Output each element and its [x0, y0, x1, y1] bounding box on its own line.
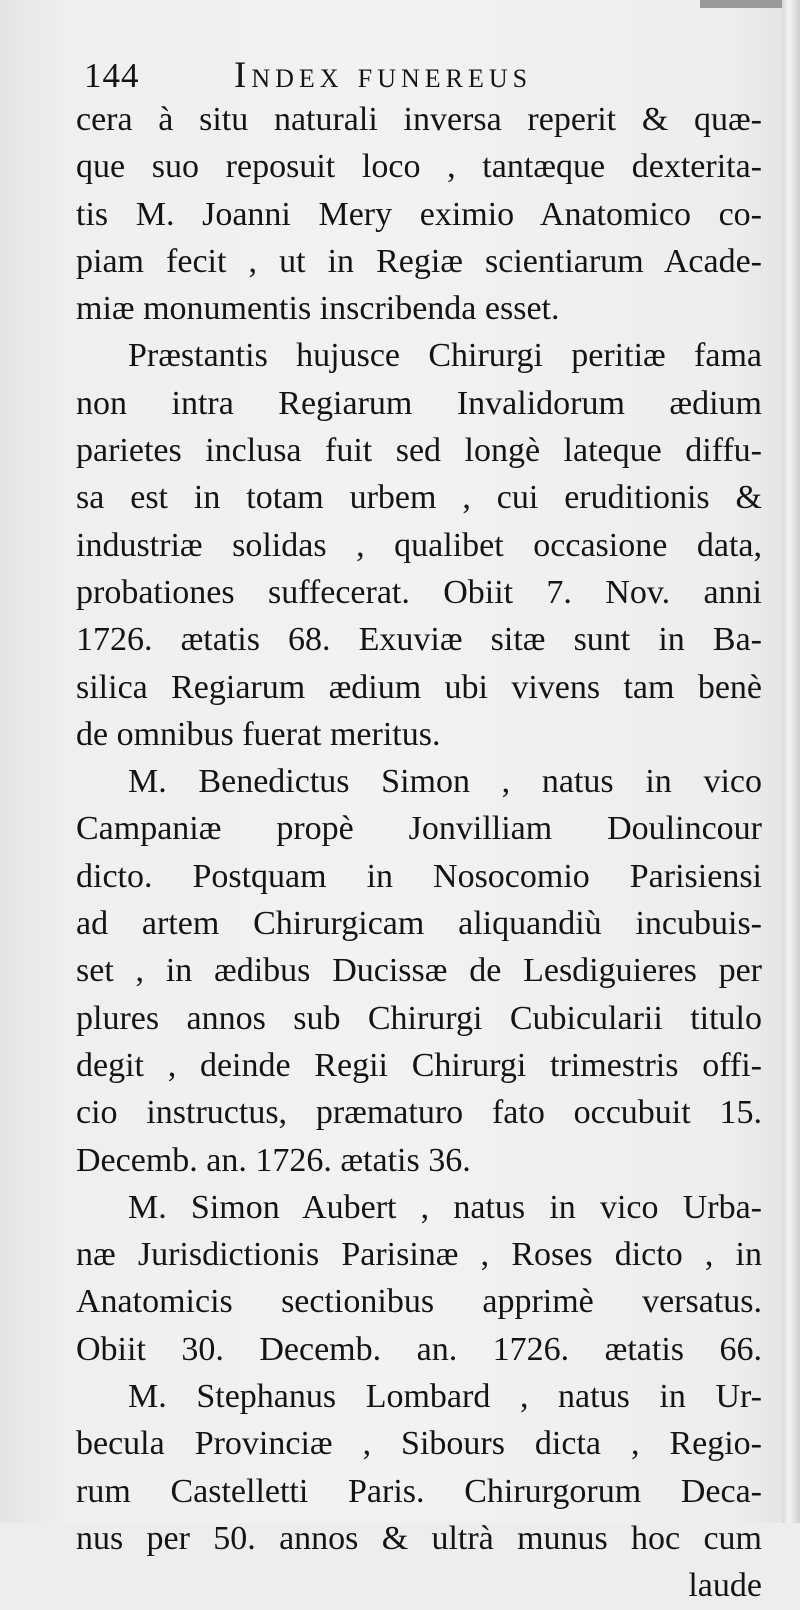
- text-line: probationes suffecerat. Obiit 7. Nov. anni: [76, 573, 762, 611]
- text-line: Obiit 30. Decemb. an. 1726. ætatis 66.: [76, 1330, 762, 1368]
- text-line: Decemb. an. 1726. ætatis 36.: [76, 1141, 471, 1179]
- text-line: industriæ solidas , qualibet occasione data,: [76, 526, 762, 564]
- text-line: næ Jurisdictionis Parisinæ , Roses dicto , in: [76, 1236, 762, 1274]
- text-line: Campaniæ propè Jonvilliam Doulincour: [76, 810, 762, 848]
- text-line: sa est in totam urbem , cui eruditionis &: [76, 479, 762, 517]
- text-line: cera à situ naturali inversa reperit & quæ-: [76, 101, 762, 138]
- text-line: set , in ædibus Ducissæ de Lesdiguieres per: [76, 952, 762, 990]
- text-line: plures annos sub Chirurgi Cubicularii titulo: [76, 999, 762, 1037]
- text-line: cio instructus, præmaturo fato occubuit 15.: [76, 1094, 762, 1132]
- text-line: que suo reposuit loco , tantæque dexterita-: [76, 148, 762, 186]
- text-line: M. Simon Aubert , natus in vico Urba-: [128, 1188, 762, 1226]
- text-line: degit , deinde Regii Chirurgi trimestris offi-: [76, 1046, 762, 1084]
- text-line: rum Castelletti Paris. Chirurgorum Deca-: [76, 1472, 762, 1510]
- text-line: Anatomicis sectionibus apprimè versatus.: [76, 1283, 762, 1321]
- text-line: M. Benedictus Simon , natus in vico: [128, 763, 762, 801]
- text-line: tis M. Joanni Mery eximio Anatomico co-: [76, 195, 762, 233]
- text-line: de omnibus fuerat meritus.: [76, 715, 441, 753]
- text-line: miæ monumentis inscribenda esset.: [76, 290, 560, 328]
- text-line: M. Stephanus Lombard , natus in Ur-: [128, 1378, 762, 1416]
- text-line: non intra Regiarum Invalidorum ædium: [76, 384, 762, 422]
- text-line: parietes inclusa fuit sed longè lateque diffu-: [76, 432, 762, 470]
- text-line: piam fecit , ut in Regiæ scientiarum Acade-: [76, 242, 762, 280]
- page-edge-right: [782, 0, 800, 1523]
- text-line: dicto. Postquam in Nosocomio Parisiensi: [76, 857, 762, 895]
- text-line: Præstantis hujusce Chirurgi peritiæ fama: [128, 337, 762, 375]
- text-line: 1726. ætatis 68. Exuviæ sitæ sunt in Ba-: [76, 621, 762, 659]
- running-title: Index funereus: [234, 55, 533, 96]
- text-line: becula Provinciæ , Sibours dicta , Regio-: [76, 1425, 762, 1463]
- text-line: silica Regiarum ædium ubi vivens tam benè: [76, 668, 762, 706]
- catchword: laude: [688, 1567, 762, 1605]
- text-line: ad artem Chirurgicam aliquandiù incubuis-: [76, 905, 762, 943]
- body-text: [76, 96, 762, 1610]
- text-line: nus per 50. annos & ultrà munus hoc cum: [76, 1519, 762, 1557]
- page-number: 144: [84, 56, 140, 95]
